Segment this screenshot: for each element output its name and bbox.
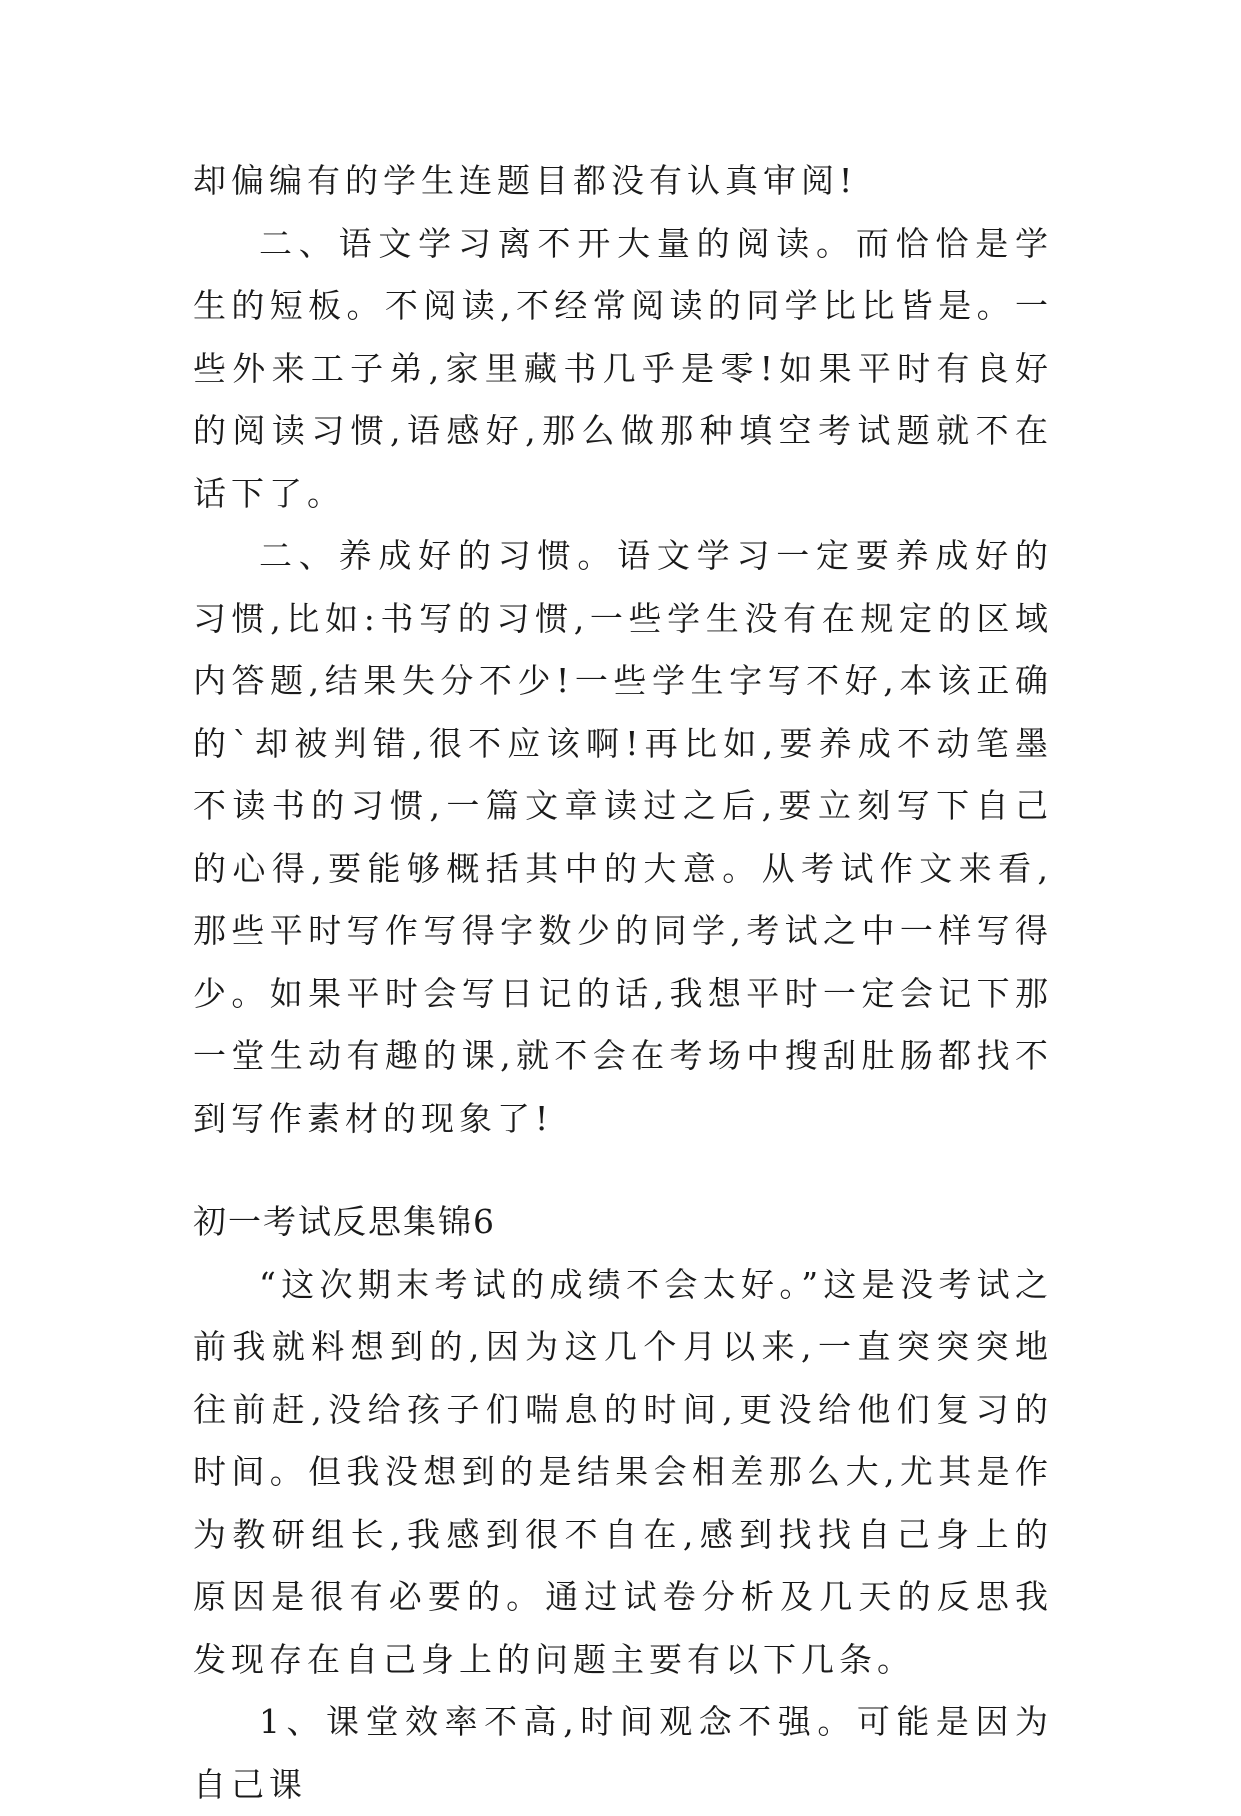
section-title: 初一考试反思集锦6	[193, 1202, 496, 1241]
document-body	[193, 150, 1053, 1816]
paragraph-1: 却偏编有的学生连题目都没有认真审阅!	[193, 161, 858, 200]
paragraph-5: 1、课堂效率不高,时间观念不强。可能是因为自己课	[193, 1702, 1053, 1804]
paragraph-3: 二、养成好的习惯。语文学习一定要养成好的习惯,比如:书写的习惯,一些学生没有在规定的区域内答题,结果失分不少!一些学生字写不好,本该正确的`却被判错,很不应该啊!再比如,要养成不动笔墨不读书的习惯,一篇文章读过之后,要立刻写下自己的心得,要能够概括其中的大意。从考试作文来看,那些平时写作写得字数少的同学,考试之中一样写得少。如果平时会写日记的话,我想平时一定会记下那一堂生动有趣的课,就不会在考场中搜刮肚肠都找不到写作素材的现象了!	[193, 536, 1053, 1138]
paragraph-2: 二、语文学习离不开大量的阅读。而恰恰是学生的短板。不阅读,不经常阅读的同学比比皆是。一些外来工子弟,家里藏书几乎是零!如果平时有良好的阅读习惯,语感好,那么做那种填空考试题就不在话下了。	[193, 223, 1053, 513]
section-gap	[193, 1150, 1053, 1191]
paragraph-4: “这次期末考试的成绩不会太好。”这是没考试之前我就料想到的,因为这几个月以来,一直突突突地往前赶,没给孩子们喘息的时间,更没给他们复习的时间。但我没想到的是结果会相差那么大,尤其是作为教研组长,我感到很不自在,感到找找自己身上的原因是很有必要的。通过试卷分析及几天的反思我发现存在自己身上的问题主要有以下几条。	[193, 1264, 1053, 1679]
